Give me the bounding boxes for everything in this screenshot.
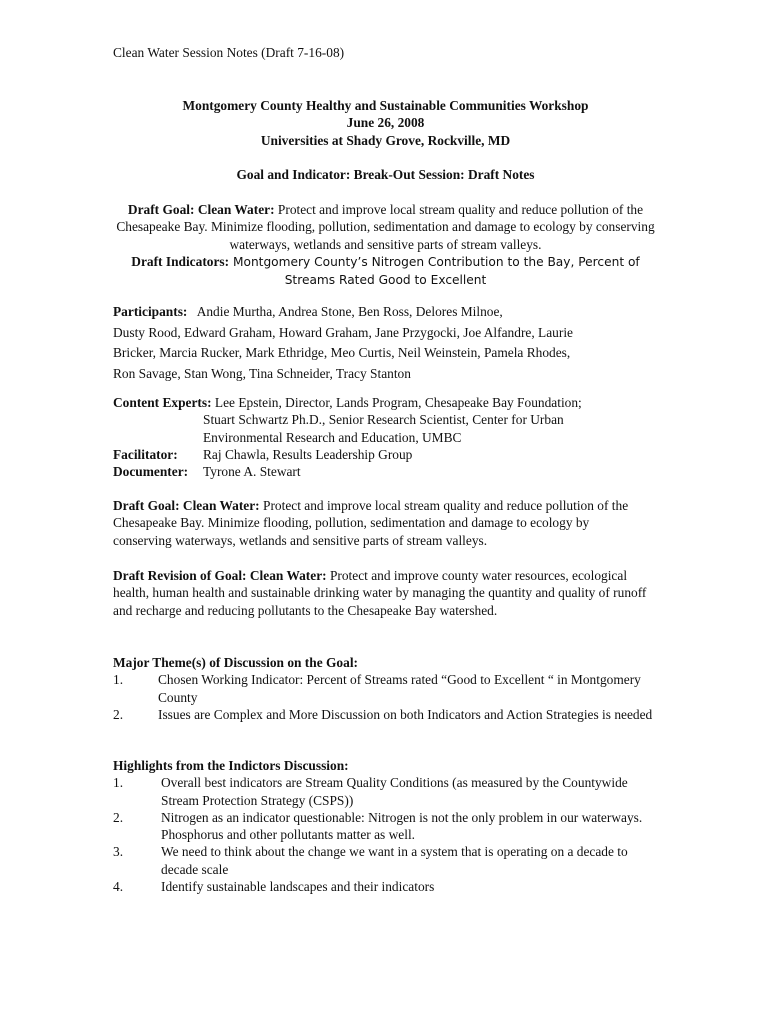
title-line-1: Montgomery County Healthy and Sustainable Communities Workshop: [182, 98, 589, 113]
facilitator: Facilitator: Raj Chawla, Results Leadership Group: [113, 446, 413, 462]
list-item: 2. Nitrogen as an indicator questionable: Nitrogen is not the only problem in our waterways. Phosphorus and other pollutants matter as well.: [113, 809, 643, 843]
themes-section: [113, 654, 658, 723]
title-line-3: Universities at Shady Grove, Rockville, MD: [260, 132, 511, 148]
list-item: 1. Overall best indicators are Stream Quality Conditions (as measured by the Countywide Stream Protection Strategy (CSPS)): [113, 775, 628, 808]
subtitle: Goal and Indicator: Break-Out Session: Draft Notes: [236, 167, 535, 182]
list-item: 4. Identify sustainable landscapes and their indicators: [113, 879, 435, 895]
participants-label: Participants:: [113, 304, 188, 319]
content-experts: Content Experts: Lee Epstein, Director, Lands Program, Chesapeake Bay Foundation;: [113, 395, 582, 410]
documenter: Documenter: Tyrone A. Stewart: [113, 464, 301, 480]
title-line-2: June 26, 2008: [346, 115, 425, 131]
draft-goal: Draft Goal: Clean Water: Protect and improve local stream quality and reduce pollution of the Chesapeake Bay. Minimize flooding, pollution, sedimentation and damage to ecology by conserving waterways, wetlands and sensitive parts of stream valleys.: [113, 498, 629, 548]
list-item: 1. Chosen Working Indicator: Percent of Streams rated “Good to Excellent “ in Montgomery County: [113, 672, 641, 705]
participants: Participants: Andie Murtha, Andrea Stone, Ben Ross, Delores Milnoe, Dusty Rood, Edward Graham, Howard Graham, Jane Przygocki, Joe Alfandre, Laurie Bricker, Marcia Rucker, Mark Ethridge, Meo Curtis, Neil Weinstein, Pamela Rhodes, Ron Savage, Stan Wong, Tina Schneider, Tracy Stanton: [113, 304, 573, 381]
themes-heading: Major Theme(s) of Discussion on the Goal:: [113, 655, 358, 670]
title-block: [113, 97, 658, 149]
summary-block: [111, 201, 660, 289]
staff-block: Content Experts: Lee Epstein, Director, Lands Program, Chesapeake Bay Foundation; Stuart Schwartz Ph.D., Senior Research Scientist, Center for Urban Environmental Research and Education, UMBC Facilitator: Raj Chawla, Results Leadership Group Documenter: Tyrone A. Stewart: [113, 394, 673, 480]
summary-indicators: Draft Indicators: Montgomery County’s Nitrogen Contribution to the Bay, Percent of Streams Rated Good to Excellent: [131, 253, 640, 288]
list-item: 2. Issues are Complex and More Discussion on both Indicators and Action Strategies is needed: [113, 706, 653, 722]
page-header: Clean Water Session Notes (Draft 7-16-08): [113, 45, 345, 60]
summary-goal: Draft Goal: Clean Water: Protect and improve local stream quality and reduce pollution of the Chesapeake Bay. Minimize flooding, pollution, sedimentation and damage to ecology by conserving waterways, wetlands and sensitive parts of stream valleys.: [116, 202, 655, 252]
highlights-heading: Highlights from the Indictors Discussion:: [113, 758, 349, 773]
list-item: 3. We need to think about the change we want in a system that is operating on a decade to decade scale: [113, 844, 628, 877]
draft-revision: Draft Revision of Goal: Clean Water: Protect and improve county water resources, ecological health, human health and sustainable drinking water by managing the quantity and quality of runoff and recharge and reducing pollutants to the Chesapeake Bay watershed.: [113, 568, 647, 618]
highlights-section: [113, 757, 658, 895]
